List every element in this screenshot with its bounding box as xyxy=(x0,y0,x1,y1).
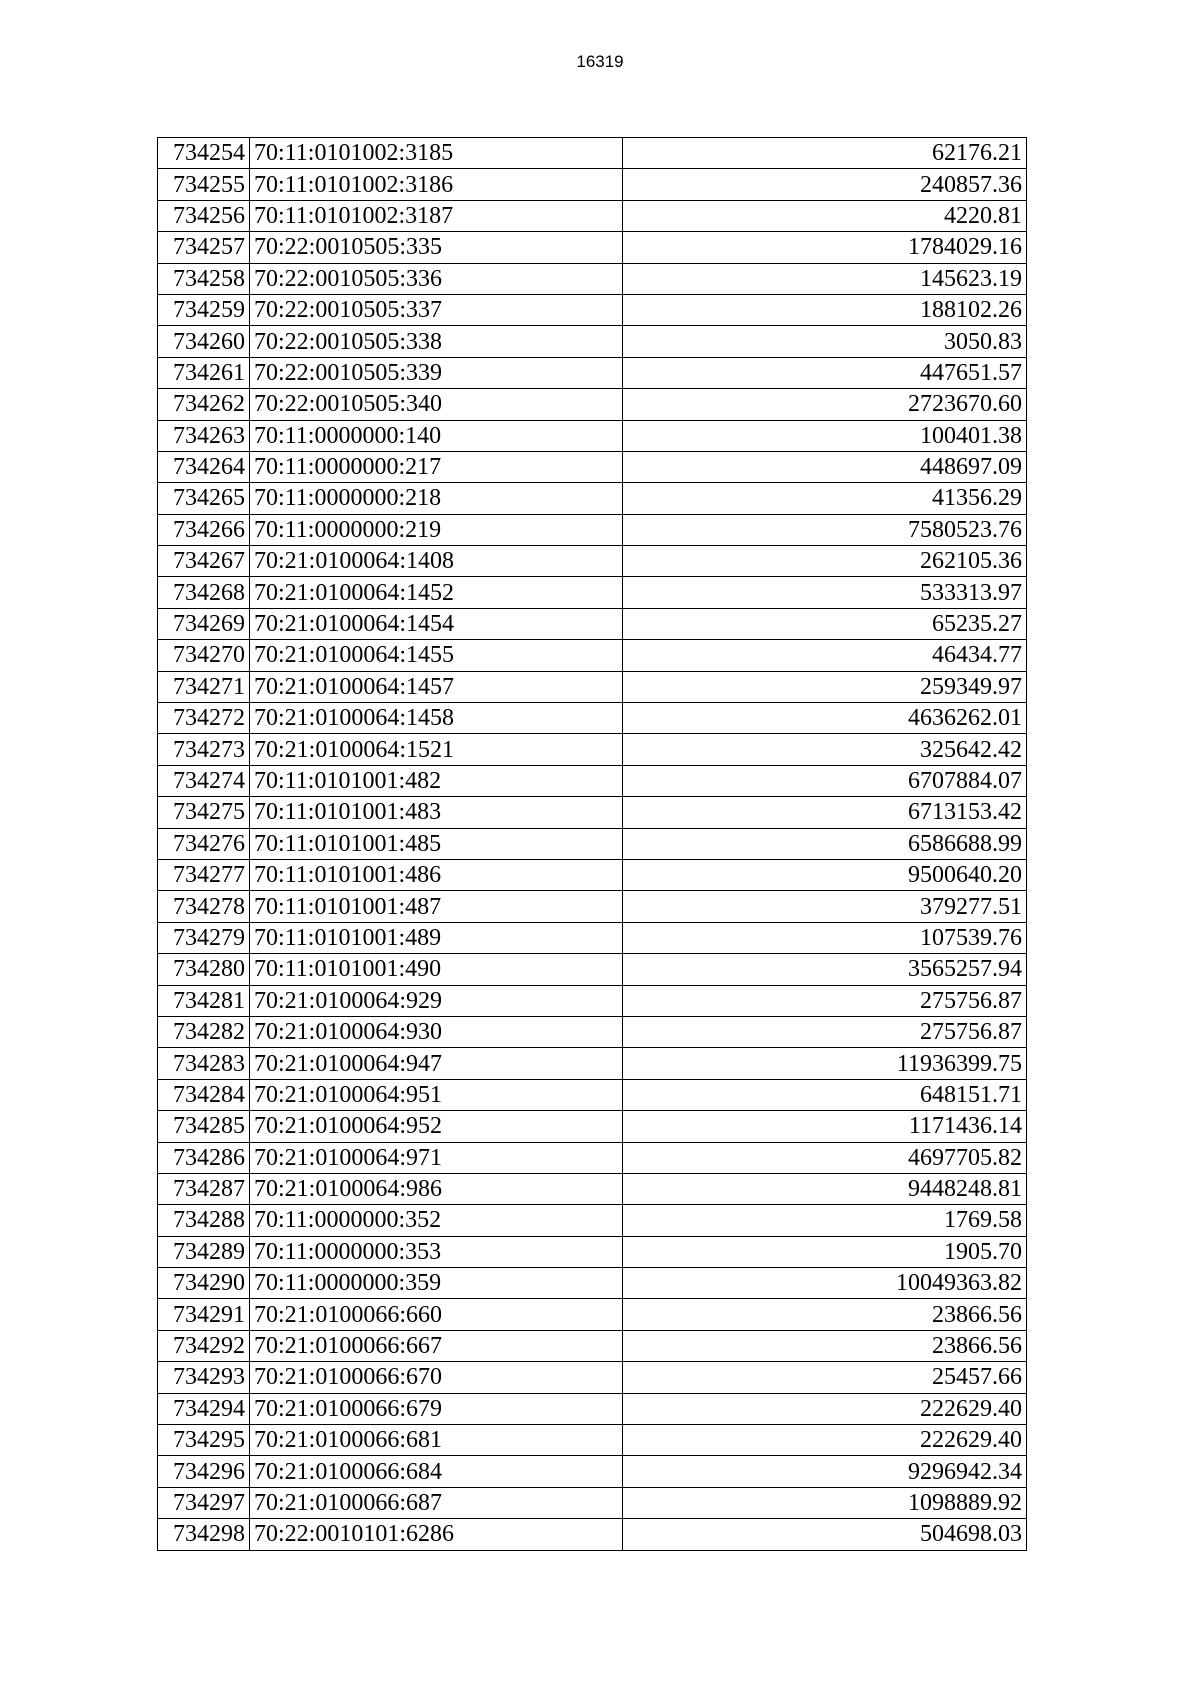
row-id-cell: 734259 xyxy=(158,294,250,325)
value-cell: 259349.97 xyxy=(623,671,1027,702)
cadastral-number-cell: 70:22:0010505:338 xyxy=(250,326,623,357)
value-cell: 4697705.82 xyxy=(623,1142,1027,1173)
table-row xyxy=(158,1299,1027,1330)
row-id-cell: 734283 xyxy=(158,1048,250,1079)
value-cell: 504698.03 xyxy=(623,1519,1027,1550)
row-id-cell: 734271 xyxy=(158,671,250,702)
cadastral-number-cell: 70:21:0100066:684 xyxy=(250,1456,623,1487)
value-cell: 1769.58 xyxy=(623,1205,1027,1236)
row-id-cell: 734266 xyxy=(158,514,250,545)
table-row xyxy=(158,232,1027,263)
table-row xyxy=(158,828,1027,859)
table-row xyxy=(158,671,1027,702)
row-id-cell: 734294 xyxy=(158,1393,250,1424)
row-id-cell: 734267 xyxy=(158,546,250,577)
cadastral-number-cell: 70:22:0010505:339 xyxy=(250,357,623,388)
table-row xyxy=(158,169,1027,200)
table-row xyxy=(158,797,1027,828)
row-id-cell: 734284 xyxy=(158,1079,250,1110)
row-id-cell: 734293 xyxy=(158,1362,250,1393)
cadastral-number-cell: 70:21:0100064:930 xyxy=(250,1016,623,1047)
table-row xyxy=(158,734,1027,765)
table-row xyxy=(158,294,1027,325)
value-cell: 188102.26 xyxy=(623,294,1027,325)
table-row xyxy=(158,608,1027,639)
value-cell: 447651.57 xyxy=(623,357,1027,388)
row-id-cell: 734273 xyxy=(158,734,250,765)
table-row xyxy=(158,326,1027,357)
cadastral-number-cell: 70:11:0101002:3187 xyxy=(250,200,623,231)
value-cell: 9448248.81 xyxy=(623,1173,1027,1204)
cadastral-number-cell: 70:11:0101001:490 xyxy=(250,954,623,985)
table-row xyxy=(158,891,1027,922)
row-id-cell: 734285 xyxy=(158,1111,250,1142)
value-cell: 1098889.92 xyxy=(623,1487,1027,1518)
table-row xyxy=(158,200,1027,231)
value-cell: 325642.42 xyxy=(623,734,1027,765)
value-cell: 145623.19 xyxy=(623,263,1027,294)
value-cell: 533313.97 xyxy=(623,577,1027,608)
row-id-cell: 734256 xyxy=(158,200,250,231)
cadastral-number-cell: 70:11:0000000:217 xyxy=(250,451,623,482)
row-id-cell: 734254 xyxy=(158,138,250,169)
table-row xyxy=(158,389,1027,420)
value-cell: 6586688.99 xyxy=(623,828,1027,859)
value-cell: 3050.83 xyxy=(623,326,1027,357)
row-id-cell: 734255 xyxy=(158,169,250,200)
cadastral-number-cell: 70:11:0101001:489 xyxy=(250,922,623,953)
table-row xyxy=(158,451,1027,482)
value-cell: 9296942.34 xyxy=(623,1456,1027,1487)
value-cell: 7580523.76 xyxy=(623,514,1027,545)
table-row xyxy=(158,483,1027,514)
row-id-cell: 734290 xyxy=(158,1268,250,1299)
row-id-cell: 734295 xyxy=(158,1425,250,1456)
cadastral-number-cell: 70:11:0000000:353 xyxy=(250,1236,623,1267)
row-id-cell: 734279 xyxy=(158,922,250,953)
table-row xyxy=(158,1173,1027,1204)
row-id-cell: 734270 xyxy=(158,640,250,671)
value-cell: 379277.51 xyxy=(623,891,1027,922)
value-cell: 2723670.60 xyxy=(623,389,1027,420)
value-cell: 6707884.07 xyxy=(623,765,1027,796)
cadastral-number-cell: 70:21:0100066:681 xyxy=(250,1425,623,1456)
table-row xyxy=(158,1456,1027,1487)
value-cell: 100401.38 xyxy=(623,420,1027,451)
value-cell: 4220.81 xyxy=(623,200,1027,231)
cadastral-number-cell: 70:11:0101001:483 xyxy=(250,797,623,828)
table-row xyxy=(158,1205,1027,1236)
value-cell: 4636262.01 xyxy=(623,703,1027,734)
cadastral-number-cell: 70:21:0100066:687 xyxy=(250,1487,623,1518)
cadastral-number-cell: 70:11:0101001:482 xyxy=(250,765,623,796)
table-row xyxy=(158,954,1027,985)
cadastral-value-table xyxy=(157,137,1027,1551)
row-id-cell: 734260 xyxy=(158,326,250,357)
table-row xyxy=(158,263,1027,294)
value-cell: 275756.87 xyxy=(623,1016,1027,1047)
value-cell: 3565257.94 xyxy=(623,954,1027,985)
row-id-cell: 734282 xyxy=(158,1016,250,1047)
row-id-cell: 734274 xyxy=(158,765,250,796)
value-cell: 1905.70 xyxy=(623,1236,1027,1267)
cadastral-number-cell: 70:11:0000000:140 xyxy=(250,420,623,451)
row-id-cell: 734261 xyxy=(158,357,250,388)
table-row xyxy=(158,357,1027,388)
cadastral-number-cell: 70:22:0010101:6286 xyxy=(250,1519,623,1550)
table-row xyxy=(158,514,1027,545)
value-cell: 11936399.75 xyxy=(623,1048,1027,1079)
row-id-cell: 734298 xyxy=(158,1519,250,1550)
value-cell: 23866.56 xyxy=(623,1299,1027,1330)
table-row xyxy=(158,1016,1027,1047)
value-cell: 46434.77 xyxy=(623,640,1027,671)
cadastral-number-cell: 70:11:0000000:359 xyxy=(250,1268,623,1299)
value-cell: 25457.66 xyxy=(623,1362,1027,1393)
row-id-cell: 734280 xyxy=(158,954,250,985)
page-number: 16319 xyxy=(576,52,624,71)
cadastral-number-cell: 70:11:0000000:352 xyxy=(250,1205,623,1236)
table-row xyxy=(158,859,1027,890)
row-id-cell: 734272 xyxy=(158,703,250,734)
table-row xyxy=(158,1393,1027,1424)
row-id-cell: 734268 xyxy=(158,577,250,608)
value-cell: 222629.40 xyxy=(623,1425,1027,1456)
value-cell: 648151.71 xyxy=(623,1079,1027,1110)
row-id-cell: 734286 xyxy=(158,1142,250,1173)
row-id-cell: 734291 xyxy=(158,1299,250,1330)
table-row xyxy=(158,1048,1027,1079)
row-id-cell: 734276 xyxy=(158,828,250,859)
row-id-cell: 734281 xyxy=(158,985,250,1016)
row-id-cell: 734257 xyxy=(158,232,250,263)
row-id-cell: 734262 xyxy=(158,389,250,420)
cadastral-number-cell: 70:11:0000000:219 xyxy=(250,514,623,545)
cadastral-number-cell: 70:21:0100064:947 xyxy=(250,1048,623,1079)
cadastral-number-cell: 70:21:0100064:1455 xyxy=(250,640,623,671)
cadastral-number-cell: 70:21:0100064:1452 xyxy=(250,577,623,608)
value-cell: 1784029.16 xyxy=(623,232,1027,263)
cadastral-number-cell: 70:21:0100064:952 xyxy=(250,1111,623,1142)
row-id-cell: 734264 xyxy=(158,451,250,482)
value-cell: 10049363.82 xyxy=(623,1268,1027,1299)
row-id-cell: 734296 xyxy=(158,1456,250,1487)
cadastral-number-cell: 70:21:0100064:1521 xyxy=(250,734,623,765)
cadastral-number-cell: 70:21:0100064:929 xyxy=(250,985,623,1016)
cadastral-number-cell: 70:22:0010505:336 xyxy=(250,263,623,294)
value-cell: 448697.09 xyxy=(623,451,1027,482)
row-id-cell: 734292 xyxy=(158,1330,250,1361)
table-row xyxy=(158,640,1027,671)
cadastral-number-cell: 70:21:0100064:1454 xyxy=(250,608,623,639)
row-id-cell: 734258 xyxy=(158,263,250,294)
value-cell: 23866.56 xyxy=(623,1330,1027,1361)
cadastral-number-cell: 70:22:0010505:335 xyxy=(250,232,623,263)
table-row xyxy=(158,1425,1027,1456)
cadastral-number-cell: 70:11:0101002:3185 xyxy=(250,138,623,169)
cadastral-number-cell: 70:11:0101001:487 xyxy=(250,891,623,922)
value-cell: 41356.29 xyxy=(623,483,1027,514)
cadastral-number-cell: 70:21:0100066:660 xyxy=(250,1299,623,1330)
table-row xyxy=(158,138,1027,169)
table-body xyxy=(158,138,1027,1551)
row-id-cell: 734277 xyxy=(158,859,250,890)
row-id-cell: 734297 xyxy=(158,1487,250,1518)
row-id-cell: 734289 xyxy=(158,1236,250,1267)
cadastral-number-cell: 70:21:0100064:986 xyxy=(250,1173,623,1204)
table-row xyxy=(158,1487,1027,1518)
value-cell: 240857.36 xyxy=(623,169,1027,200)
value-cell: 65235.27 xyxy=(623,608,1027,639)
cadastral-number-cell: 70:21:0100064:1408 xyxy=(250,546,623,577)
table-row xyxy=(158,1236,1027,1267)
table-row xyxy=(158,1362,1027,1393)
table-row xyxy=(158,1142,1027,1173)
cadastral-number-cell: 70:21:0100064:971 xyxy=(250,1142,623,1173)
cadastral-number-cell: 70:21:0100066:667 xyxy=(250,1330,623,1361)
value-cell: 1171436.14 xyxy=(623,1111,1027,1142)
value-cell: 262105.36 xyxy=(623,546,1027,577)
table-row xyxy=(158,546,1027,577)
value-cell: 62176.21 xyxy=(623,138,1027,169)
row-id-cell: 734265 xyxy=(158,483,250,514)
table-row xyxy=(158,1079,1027,1110)
cadastral-number-cell: 70:22:0010505:337 xyxy=(250,294,623,325)
value-cell: 222629.40 xyxy=(623,1393,1027,1424)
cadastral-number-cell: 70:11:0101002:3186 xyxy=(250,169,623,200)
row-id-cell: 734288 xyxy=(158,1205,250,1236)
cadastral-number-cell: 70:21:0100064:951 xyxy=(250,1079,623,1110)
table-row xyxy=(158,922,1027,953)
value-cell: 9500640.20 xyxy=(623,859,1027,890)
table-row xyxy=(158,1111,1027,1142)
value-cell: 275756.87 xyxy=(623,985,1027,1016)
row-id-cell: 734269 xyxy=(158,608,250,639)
cadastral-number-cell: 70:11:0101001:486 xyxy=(250,859,623,890)
table-row xyxy=(158,1330,1027,1361)
table-row xyxy=(158,1268,1027,1299)
table-row xyxy=(158,420,1027,451)
value-cell: 107539.76 xyxy=(623,922,1027,953)
row-id-cell: 734287 xyxy=(158,1173,250,1204)
cadastral-number-cell: 70:11:0000000:218 xyxy=(250,483,623,514)
cadastral-number-cell: 70:21:0100066:670 xyxy=(250,1362,623,1393)
cadastral-number-cell: 70:21:0100066:679 xyxy=(250,1393,623,1424)
cadastral-number-cell: 70:22:0010505:340 xyxy=(250,389,623,420)
row-id-cell: 734275 xyxy=(158,797,250,828)
table-row xyxy=(158,1519,1027,1550)
table-row xyxy=(158,577,1027,608)
row-id-cell: 734263 xyxy=(158,420,250,451)
cadastral-number-cell: 70:21:0100064:1458 xyxy=(250,703,623,734)
cadastral-number-cell: 70:11:0101001:485 xyxy=(250,828,623,859)
table-row xyxy=(158,765,1027,796)
cadastral-number-cell: 70:21:0100064:1457 xyxy=(250,671,623,702)
table-row xyxy=(158,703,1027,734)
table-row xyxy=(158,985,1027,1016)
value-cell: 6713153.42 xyxy=(623,797,1027,828)
row-id-cell: 734278 xyxy=(158,891,250,922)
